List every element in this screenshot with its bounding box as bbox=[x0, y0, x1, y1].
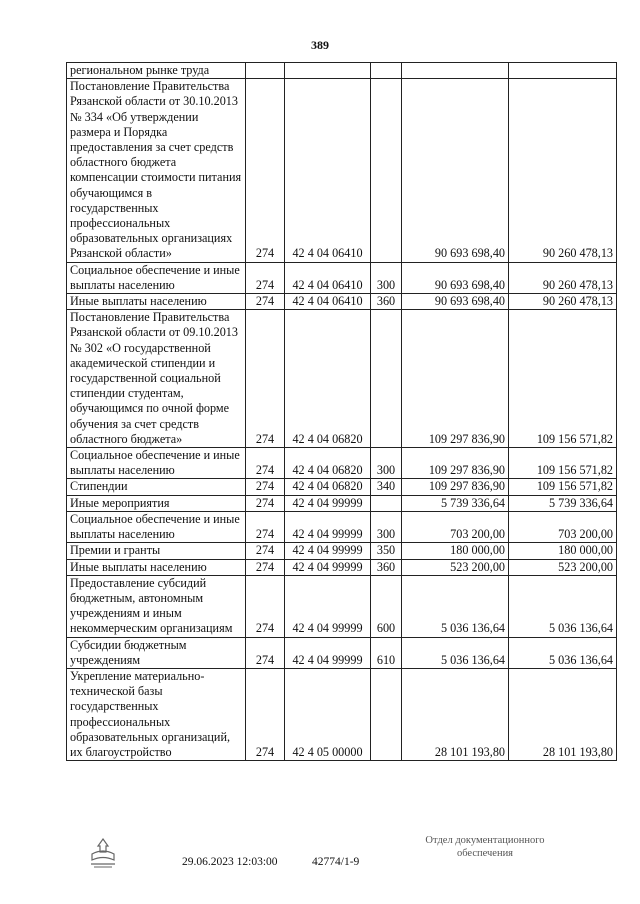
table-cell-section: 274 bbox=[246, 310, 285, 448]
table-cell-code: 42 4 04 06410 bbox=[285, 294, 371, 310]
table-cell-name: Социальное обеспечение и иные выплаты населению bbox=[67, 262, 246, 293]
table-cell-value-1: 90 693 698,40 bbox=[402, 79, 509, 262]
table-cell-name: региональном рынке труда bbox=[67, 63, 246, 79]
table-row bbox=[67, 262, 617, 293]
table-cell-code: 42 4 04 06410 bbox=[285, 262, 371, 293]
table-cell-type: 300 bbox=[371, 511, 402, 542]
table-cell-code: 42 4 04 06410 bbox=[285, 79, 371, 262]
table-cell-type bbox=[371, 495, 402, 511]
table-row bbox=[67, 511, 617, 542]
table-cell-section: 274 bbox=[246, 543, 285, 559]
table-cell-section: 274 bbox=[246, 294, 285, 310]
table-cell-name: Постановление Правительства Рязанской области от 09.10.2013 № 302 «О государственной академической стипендии и государственной социальной стипендии студентам, обучающимся по очной форме обучения за счет средств областного бюджета» bbox=[67, 310, 246, 448]
table-cell-value-2: 109 156 571,82 bbox=[509, 310, 617, 448]
table-cell-section: 274 bbox=[246, 79, 285, 262]
table-cell-value-1: 90 693 698,40 bbox=[402, 262, 509, 293]
table-cell-type: 350 bbox=[371, 543, 402, 559]
table-cell-name: Социальное обеспечение и иные выплаты населению bbox=[67, 511, 246, 542]
table-cell-value-1: 703 200,00 bbox=[402, 511, 509, 542]
page-number: 389 bbox=[311, 38, 329, 52]
table-cell-value-1: 90 693 698,40 bbox=[402, 294, 509, 310]
table-cell-value-2: 109 156 571,82 bbox=[509, 448, 617, 479]
budget-table bbox=[66, 62, 617, 761]
table-cell-value-1: 109 297 836,90 bbox=[402, 310, 509, 448]
table-cell-value-1: 109 297 836,90 bbox=[402, 448, 509, 479]
table-cell-section: 274 bbox=[246, 495, 285, 511]
table-cell-code bbox=[285, 63, 371, 79]
table-cell-value-1: 523 200,00 bbox=[402, 559, 509, 575]
table-cell-name: Постановление Правительства Рязанской области от 30.10.2013 № 334 «Об утверждении размера и Порядка предоставления за счет средств областного бюджета компенсации стоимости питания обучающимся в государственных профессиональных образовательных организациях Рязанской области» bbox=[67, 79, 246, 262]
table-cell-section: 274 bbox=[246, 511, 285, 542]
table-cell-section: 274 bbox=[246, 575, 285, 637]
table-cell-type bbox=[371, 63, 402, 79]
table-cell-type bbox=[371, 668, 402, 760]
table-cell-name: Стипендии bbox=[67, 479, 246, 495]
table-cell-value-1: 28 101 193,80 bbox=[402, 668, 509, 760]
table-cell-type bbox=[371, 79, 402, 262]
table-cell-section: 274 bbox=[246, 262, 285, 293]
table-cell-type: 360 bbox=[371, 294, 402, 310]
table-cell-name: Укрепление материально-технической базы государственных профессиональных образовательных организаций, их благоустройство bbox=[67, 668, 246, 760]
table-cell-code: 42 4 04 99999 bbox=[285, 495, 371, 511]
table-cell-code: 42 4 04 99999 bbox=[285, 559, 371, 575]
table-cell-code: 42 4 04 99999 bbox=[285, 637, 371, 668]
table-cell-value-2: 90 260 478,13 bbox=[509, 79, 617, 262]
budget-table-body bbox=[67, 63, 617, 761]
table-cell-value-2: 180 000,00 bbox=[509, 543, 617, 559]
table-cell-name: Иные выплаты населению bbox=[67, 294, 246, 310]
table-row bbox=[67, 543, 617, 559]
table-cell-section: 274 bbox=[246, 479, 285, 495]
table-row bbox=[67, 668, 617, 760]
table-cell-type bbox=[371, 310, 402, 448]
table-cell-name: Социальное обеспечение и иные выплаты населению bbox=[67, 448, 246, 479]
table-row bbox=[67, 63, 617, 79]
table-cell-name: Субсидии бюджетным учреждениям bbox=[67, 637, 246, 668]
table-cell-value-2: 28 101 193,80 bbox=[509, 668, 617, 760]
table-cell-value-1: 5 739 336,64 bbox=[402, 495, 509, 511]
table-cell-section: 274 bbox=[246, 559, 285, 575]
department-stamp bbox=[400, 834, 570, 860]
table-cell-value-1: 5 036 136,64 bbox=[402, 575, 509, 637]
table-cell-code: 42 4 04 06820 bbox=[285, 448, 371, 479]
table-cell-value-2: 90 260 478,13 bbox=[509, 262, 617, 293]
table-cell-value-2: 5 036 136,64 bbox=[509, 637, 617, 668]
table-cell-name: Премии и гранты bbox=[67, 543, 246, 559]
table-row bbox=[67, 575, 617, 637]
table-row bbox=[67, 495, 617, 511]
table-cell-value-1 bbox=[402, 63, 509, 79]
stamp-line-1: Отдел документационного bbox=[425, 835, 545, 846]
table-cell-code: 42 4 04 99999 bbox=[285, 543, 371, 559]
table-cell-code: 42 4 05 00000 bbox=[285, 668, 371, 760]
table-cell-code: 42 4 04 06820 bbox=[285, 310, 371, 448]
table-cell-value-2 bbox=[509, 63, 617, 79]
table-cell-section: 274 bbox=[246, 668, 285, 760]
table-cell-section: 274 bbox=[246, 637, 285, 668]
table-cell-value-2: 5 739 336,64 bbox=[509, 495, 617, 511]
footer-doc-code: 42774/1-9 bbox=[312, 856, 360, 868]
table-row bbox=[67, 79, 617, 262]
table-cell-type: 340 bbox=[371, 479, 402, 495]
stamp-line-2: обеспечения bbox=[456, 848, 514, 859]
table-cell-value-2: 109 156 571,82 bbox=[509, 479, 617, 495]
table-cell-name: Предоставление субсидий бюджетным, автономным учреждениям и иным некоммерческим организациям bbox=[67, 575, 246, 637]
table-cell-value-2: 523 200,00 bbox=[509, 559, 617, 575]
table-cell-value-2: 5 036 136,64 bbox=[509, 575, 617, 637]
table-cell-value-2: 90 260 478,13 bbox=[509, 294, 617, 310]
table-row bbox=[67, 479, 617, 495]
table-cell-section: 274 bbox=[246, 448, 285, 479]
table-cell-code: 42 4 04 99999 bbox=[285, 575, 371, 637]
table-cell-value-1: 180 000,00 bbox=[402, 543, 509, 559]
table-cell-value-1: 109 297 836,90 bbox=[402, 479, 509, 495]
table-cell-type: 300 bbox=[371, 448, 402, 479]
table-cell-type: 610 bbox=[371, 637, 402, 668]
table-row bbox=[67, 637, 617, 668]
emblem-icon bbox=[86, 836, 120, 870]
table-cell-section bbox=[246, 63, 285, 79]
table-cell-code: 42 4 04 99999 bbox=[285, 511, 371, 542]
table-row bbox=[67, 559, 617, 575]
table-cell-type: 360 bbox=[371, 559, 402, 575]
table-cell-type: 300 bbox=[371, 262, 402, 293]
table-row bbox=[67, 310, 617, 448]
table-cell-name: Иные выплаты населению bbox=[67, 559, 246, 575]
table-cell-name: Иные мероприятия bbox=[67, 495, 246, 511]
table-cell-value-1: 5 036 136,64 bbox=[402, 637, 509, 668]
table-cell-code: 42 4 04 06820 bbox=[285, 479, 371, 495]
table-cell-value-2: 703 200,00 bbox=[509, 511, 617, 542]
table-cell-type: 600 bbox=[371, 575, 402, 637]
table-row bbox=[67, 294, 617, 310]
footer-datetime: 29.06.2023 12:03:00 bbox=[182, 856, 278, 868]
table-row bbox=[67, 448, 617, 479]
